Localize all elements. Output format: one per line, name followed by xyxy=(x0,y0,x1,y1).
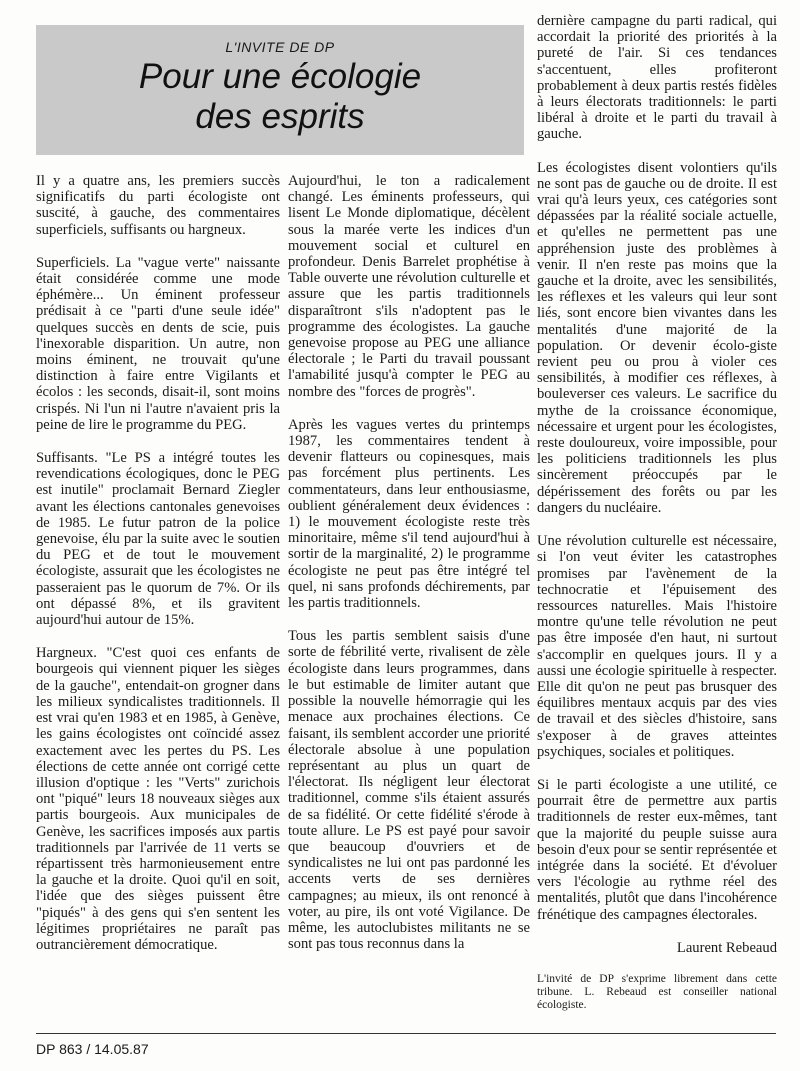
paragraph: Une révolution culturelle est nécessaire, si l'on veut éviter les catastrophes promises par l'avènement de la technocratie et l'épuisement des ressources naturelles. Mais l'histoire montre qu'une telle révolution ne peut pas être imposée d'en haut, ni surtout s'accomplir en quelques jours. Il y a aussi une écologie spirituelle à respecter. Elle dit qu'on ne peut pas brusquer des équilibres mentaux acquis par des vies de travail et des siècles d'histoire, sans s'exposer à de graves atteintes psychiques, sociales et politiques. xyxy=(537,533,777,760)
paragraph: Aujourd'hui, le ton a radicalement changé. Les éminents professeurs, qui lisent Le Monde diplomatique, décèlent sous la marée verte les indices d'un mouvement social et culturel en profondeur. Denis Barrelet prophétise à Table ouverte une révolution culturelle et assure que les partis traditionnels disparaîtront s'ils n'adoptent pas le programme des écologistes. La gauche genevoise propose au PEG une alliance électorale ; le Parti du travail poussant l'amabilité jusqu'à compter le PEG au nombre des "forces de progrès". xyxy=(288,173,530,400)
paragraph: Suffisants. "Le PS a intégré toutes les revendications écologiques, donc le PEG est inutile" proclamait Bernard Ziegler avant les élections cantonales genevoises de 1985. Le futur patron de la police genevoise, élu par la suite avec le soutien du PEG et de tout le mouvement écologiste, assurait que les écologistes ne passeraient pas le quorum de 7%. Or ils ont dépassé 8%, et ils gravitent aujourd'hui autour de 15%. xyxy=(36,450,280,629)
title-box xyxy=(36,25,524,155)
paragraph: Les écologistes disent volontiers qu'ils ne sont pas de gauche ou de droite. Il est vrai qu'à leurs yeux, ces catégories sont dépassées par la réalité sociale actuelle, et qu'elles ne permettent pas une appréhension juste des problèmes à venir. Il n'en reste pas moins que la gauche et la droite, avec les sensibilités, les réflexes et les valeurs qui leur sont liés, sont encore bien vivantes dans les mentalités d'une majorité de la population. Or devenir écolo-giste revient peu ou prou à violer ces sensibilités, à modifier ces réflexes, à bouleverser ces valeurs. Le sacrifice du mythe de la croissance économique, nécessaire et urgent pour les écologistes, reste douloureux, voire impossible, pour les politiciens traditionnels les plus sincèrement préoccupés par le dépérissement des forêts ou par les dangers du nucléaire. xyxy=(537,159,777,516)
paragraph: dernière campagne du parti radical, qui accordait la priorité des priorités à la pureté de l'air. Si ces tendances s'accentuent, elles profiteront probablement à deux partis restés fidèles à leurs électorats traditionnels: le parti libéral à droite et le parti du travail à gauche. xyxy=(537,13,777,143)
paragraph: Hargneux. "C'est quoi ces enfants de bourgeois qui viennent piquer les sièges de la gauche", entendait-on grogner dans les milieux syndicalistes traditionnels. Il est vrai qu'en 1983 et en 1985, à Genève, les gains écologistes ont coïncidé assez exactement avec les pertes du PS. Les élections de cette année ont corrigé cette illusion d'optique : les "Verts" zurichois ont "piqué" leurs 18 nouveaux sièges aux partis bourgeois. Aux municipales de Genève, les sacrifices imposés aux partis traditionnels par l'arrivée de 11 verts se répartissent très harmonieusement entre la gauche et la droite. Quoi qu'il en soit, l'idée que des sièges puissent être "piqués" à des gens qui s'en sentent les légitimes propriétaires ne paraît pas outrancièrement démocratique. xyxy=(36,645,280,953)
footer-rule xyxy=(36,1033,776,1034)
paragraph: Il y a quatre ans, les premiers succès significatifs du parti écologiste ont suscité, à gauche, des commentaires superficiels, suffisants ou hargneux. xyxy=(36,173,280,238)
title-line-1: Pour une écologie xyxy=(138,57,422,96)
issue-footer: DP 863 / 14.05.87 xyxy=(36,1041,149,1057)
author-note: L'invité de DP s'exprime librement dans cette tribune. L. Rebeaud est conseiller national écologiste. xyxy=(537,972,777,1011)
paragraph: Si le parti écologiste a une utilité, ce pourrait être de permettre aux partis traditionnels de rester eux-mêmes, tant que la majorité du peuple suisse aura besoin d'eux pour se sentir représentée et intégrée dans la société. Et d'évoluer vers l'écologie au rythme réel des mentalités, plutôt que dans l'incohérence frénétique des campagnes électorales. xyxy=(537,776,777,923)
paragraph: Tous les partis semblent saisis d'une sorte de fébrilité verte, rivalisent de zèle écologiste dans leurs programmes, dans le but estimable de limiter autant que possible la nouvelle hémorragie qui les menace aux prochaines élections. Ce faisant, ils semblent accorder une priorité électorale absolue à une population représentant au plus un quart de l'électorat. Ils négligent leur électorat traditionnel, comme s'ils étaient assurés de sa fidélité. Or cette fidélité s'érode à toute allure. Le PS est payé pour savoir que beaucoup d'ouvriers et de syndicalistes ne lui ont pas pardonné les accents verts de ses dernières campagnes; au mieux, ils ont renoncé à voter, au pire, ils ont voté Vigilance. De même, les autoclubistes militants ne se sont pas tous reconnus dans la xyxy=(288,628,530,953)
title-line-2: des esprits xyxy=(195,97,365,136)
column-2 xyxy=(288,173,530,969)
column-kicker: L'INVITE DE DP xyxy=(225,39,335,55)
paragraph: Superficiels. La "vague verte" naissante était considérée comme une mode éphémère... Un éminent professeur prédisait à ce "parti d'une seule idée" quelques succès en dents de scie, puis l'inexorable disparition. Un autre, non moins éminent, ne trouvait qu'une distinction à faire entre Vigilants et écolos : les seconds, disait-il, sont moins crispés. Ni l'un ni l'autre n'avaient pris la peine de lire le programme du PEG. xyxy=(36,254,280,433)
paragraph: Après les vagues vertes du printemps 1987, les commentaires tendent à devenir flatteurs ou copinesques, mais pas forcément plus pertinents. Les commentateurs, dans leur enthousiasme, oublient généralement deux évidences : 1) le mouvement écologiste reste très minoritaire, même s'il tend aujourd'hui à sortir de la marginalité, 2) le programme écologiste ne peut pas être intégré tel quel, ni sans profonds déchirements, par les partis traditionnels. xyxy=(288,416,530,612)
author-signature: Laurent Rebeaud xyxy=(676,939,777,956)
article-title xyxy=(36,57,524,137)
column-1 xyxy=(36,173,280,970)
column-3 xyxy=(537,13,777,1012)
